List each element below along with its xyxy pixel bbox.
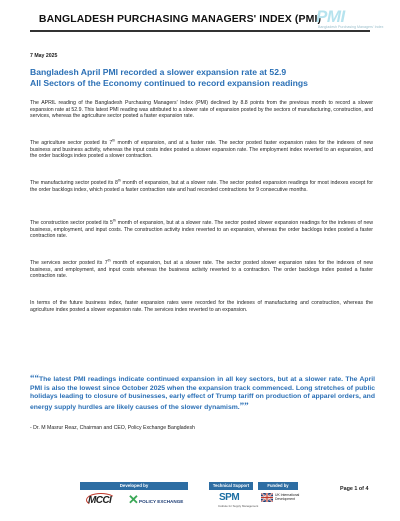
paragraph-agriculture-text-cont: month of expansion, and at a faster rate. The sector posted faster expansion rates for the indexes of new business and business activity, whereas the input costs index posted a slower expansion rate. The employment index reverted to an expansion, and the order backlogs index posted a slower contraction. xyxy=(30,140,373,160)
pmi-logo-text: PMI xyxy=(316,7,345,26)
funded-by-label: Funded by xyxy=(258,482,298,490)
union-jack-icon xyxy=(261,493,273,502)
spm-logo xyxy=(218,492,259,510)
paragraph-construction-text-cont: month of expansion, but at a slower rate. The sector posted slower expansion readings for the indexes of new business, employment, and input costs. The construction activity index reverted to an expansion, whereas the order backlogs index posted a faster contraction rate. xyxy=(30,220,373,240)
pmi-logo-subtext: Bangladesh Purchasing Managers' Index xyxy=(318,25,384,29)
report-date: 7 May 2025 xyxy=(30,53,58,59)
ordinal-suffix: th xyxy=(117,178,121,183)
mcci-logo xyxy=(86,492,120,512)
paragraph-manufacturing xyxy=(30,180,373,193)
spm-logo-text: SPM xyxy=(219,492,240,503)
paragraph-services-text: The services sector posted its 7 xyxy=(30,260,108,266)
paragraph-future-business: In terms of the future business index, faster expansion rates were recorded for the indexes of manufacturing and construction, whereas the agriculture index posted a slower expansion rate. The services index reverted to an expansion. xyxy=(30,300,373,313)
pmi-logo xyxy=(312,6,384,30)
policy-exchange-x-icon: ✕ xyxy=(128,492,139,507)
title-divider xyxy=(30,30,370,32)
technical-support-label: Technical Support xyxy=(209,482,253,490)
spm-logo-subtext: Institute for Supply Management xyxy=(218,504,259,508)
pull-quote xyxy=(30,374,375,412)
uk-aid-line-1: UK International xyxy=(275,493,300,497)
ordinal-suffix: th xyxy=(107,258,111,263)
quote-author: - Dr. M Masrur Reaz, Chairman and CEO, Policy Exchange Bangladesh xyxy=(30,425,195,431)
ordinal-suffix: th xyxy=(112,218,116,223)
headline xyxy=(30,67,375,88)
paragraph-services xyxy=(30,260,373,280)
uk-aid-logo-text xyxy=(275,494,299,502)
policy-exchange-logo xyxy=(128,492,188,510)
uk-aid-line-2: Development xyxy=(275,496,295,501)
paragraph-manufacturing-text-cont: month of expansion, but at a slower rate. The sector posted expansion readings for most indexes except for the order backlogs index, which posted a faster contraction rate and had recorded contractions for 9 consecutive months. xyxy=(30,180,373,193)
page-number: Page 1 of 4 xyxy=(340,486,369,492)
paragraph-services-text-cont: month of expansion, but at a slower rate. The sector posted slower expansion rates for the indexes of new business, and employment, and input costs whereas the business activity reverted to a contraction. The order backlogs index posted a faster contraction rate. xyxy=(30,260,373,280)
paragraph-overview: The APRIL reading of the Bangladesh Purchasing Managers' Index (PMI) declined by 8.8 points from the previous month to record a slower expansion rate at 52.9. This latest PMI reading was attributed to a slower rate of expansion posted by the sectors of manufacturing, construction, and services, whereas the agriculture sector posted a faster expansion rate. xyxy=(30,100,373,120)
close-quote-mark: ”” xyxy=(239,400,249,411)
paragraph-construction xyxy=(30,220,373,240)
report-title: BANGLADESH PURCHASING MANAGERS' INDEX (PMI) xyxy=(38,13,322,25)
paragraph-agriculture xyxy=(30,140,373,160)
headline-line-2: All Sectors of the Economy continued to record expansion readings xyxy=(30,77,308,88)
paragraph-agriculture-text: The agriculture sector posted its 7 xyxy=(30,140,113,146)
paragraph-construction-text: The construction sector posted its 5 xyxy=(30,220,113,226)
quote-text: The latest PMI readings indicate continued expansion in all key sectors, but at a slower rate. The April PMI is also the lowest since October 2025 when the expansion track commenced. Long stretches of public holidays leading to closure of businesses, early effect of Trump tariff on production of apparel orders, and energy supply hurdles are likely causes of the slower dynamism. xyxy=(30,376,375,411)
policy-exchange-logo-text: POLICY EXCHANGE xyxy=(139,499,184,504)
mcci-logo-text: MCCI xyxy=(88,495,112,506)
paragraph-manufacturing-text: The manufacturing sector posted its 8 xyxy=(30,180,118,186)
uk-aid-logo xyxy=(261,492,303,510)
ordinal-suffix: th xyxy=(112,138,116,143)
developed-by-label: Developed by xyxy=(80,482,188,490)
headline-line-1: Bangladesh April PMI recorded a slower expansion rate at 52.9 xyxy=(30,67,287,77)
open-quote-mark: ““ xyxy=(30,373,39,383)
